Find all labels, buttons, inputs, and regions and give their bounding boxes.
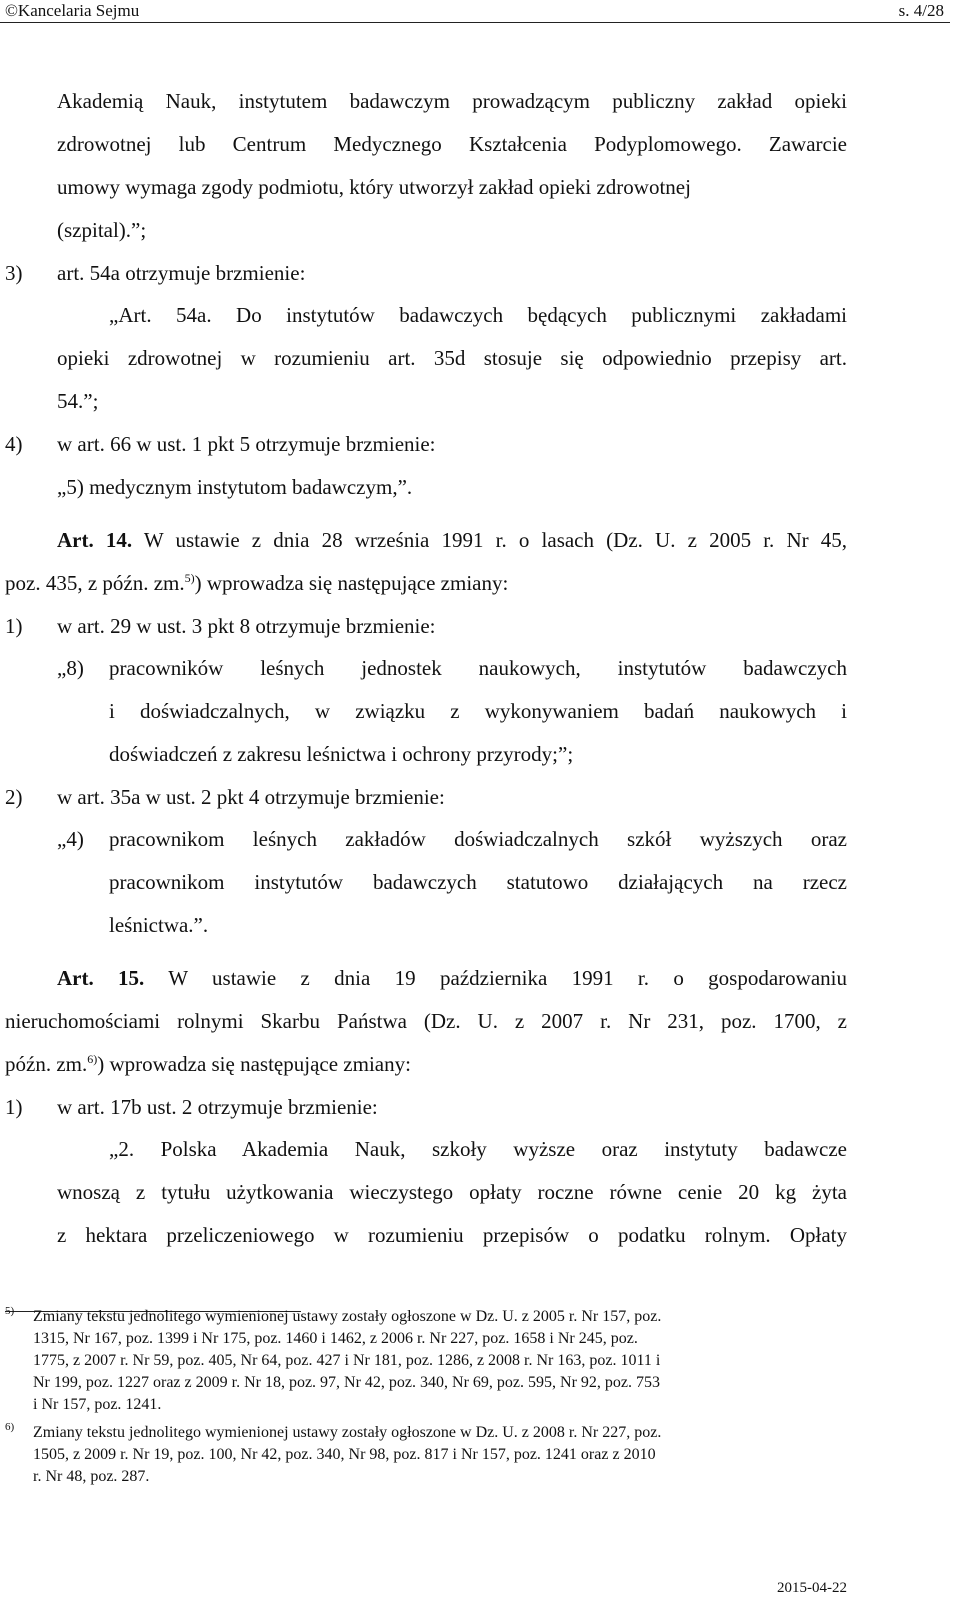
article-14-text: poz. 435, z późn. zm.: [5, 571, 185, 595]
item-number: 4): [5, 432, 23, 456]
item-text: w art. 17b ust. 2 otrzymuje brzmienie:: [57, 1095, 378, 1119]
article-15-line: [57, 963, 847, 993]
quote-line: wnoszą z tytułu użytkowania wieczystego opłaty roczne równe cenie 20 kg żyta: [57, 1180, 847, 1204]
quote-line: doświadczeń z zakresu leśnictwa i ochrony przyrody;”;: [109, 742, 574, 766]
quote-line: 54.”;: [57, 389, 99, 413]
footnote-line: Zmiany tekstu jednolitego wymienionej ustawy zostały ogłoszone w Dz. U. z 2008 r. Nr 227, poz.: [33, 1424, 662, 1441]
item-number: 1): [5, 614, 23, 638]
article-15-text: W ustawie z dnia 19 października 1991 r. o gospodarowaniu: [168, 966, 847, 990]
body-line: zdrowotnej lub Centrum Medycznego Kształcenia Podyplomowego. Zawarcie: [57, 132, 847, 156]
quote-line: pracowników leśnych jednostek naukowych, instytutów badawczych: [109, 656, 847, 680]
quote-line: „Art. 54a. Do instytutów badawczych będących publicznymi zakładami: [109, 303, 847, 327]
footnote-5: [33, 1306, 848, 1416]
article-14-label: Art. 14.: [57, 528, 133, 552]
footnote-line: r. Nr 48, poz. 287.: [33, 1468, 150, 1485]
body-line: Akademią Nauk, instytutem badawczym prowadzącym publiczny zakład opieki: [57, 89, 847, 113]
article-15-line: nieruchomościami rolnymi Skarbu Państwa (Dz. U. z 2007 r. Nr 231, poz. 1700, z: [5, 1009, 847, 1033]
item-number: 3): [5, 261, 23, 285]
body-line: umowy wymaga zgody podmiotu, który utworzył zakład opieki zdrowotnej: [57, 175, 691, 199]
item-text: w art. 29 w ust. 3 pkt 8 otrzymuje brzmienie:: [57, 614, 436, 638]
header-rule: [0, 22, 950, 23]
footnote-line: 1505, z 2009 r. Nr 19, poz. 100, Nr 42, poz. 340, Nr 98, poz. 817 i Nr 157, poz. 1241 oraz z 2010: [33, 1446, 656, 1463]
footnote-6: [33, 1422, 848, 1488]
article-14-line: [5, 568, 508, 601]
quote-line: „2. Polska Akademia Nauk, szkoły wyższe oraz instytuty badawcze: [109, 1137, 847, 1161]
footnote-line: 1315, Nr 167, poz. 1399 i Nr 175, poz. 1460 i 1462, z 2006 r. Nr 227, poz. 1658 i Nr 245, poz.: [33, 1330, 638, 1347]
article-15-label: Art. 15.: [57, 966, 145, 990]
footnote-line: Nr 199, poz. 1227 oraz z 2009 r. Nr 18, poz. 97, Nr 42, poz. 340, Nr 69, poz. 595, Nr 92, poz. 753: [33, 1374, 660, 1391]
footnote-mark: 5): [5, 1305, 15, 1317]
item-text: w art. 66 w ust. 1 pkt 5 otrzymuje brzmienie:: [57, 432, 436, 456]
quote-line: leśnictwa.”.: [109, 913, 209, 937]
footnote-ref[interactable]: 6): [87, 1052, 98, 1066]
footnote-mark: 6): [5, 1421, 15, 1433]
page-number: s. 4/28: [898, 1, 944, 20]
quote-line: opieki zdrowotnej w rozumieniu art. 35d stosuje się odpowiednio przepisy art.: [57, 346, 847, 370]
article-14-text: W ustawie z dnia 28 września 1991 r. o lasach (Dz. U. z 2005 r. Nr 45,: [143, 528, 848, 552]
quote-line: pracownikom instytutów badawczych statutowo działających na rzecz: [109, 870, 847, 894]
item-text: w art. 35a w ust. 2 pkt 4 otrzymuje brzmienie:: [57, 785, 445, 809]
quote-number: „4): [57, 827, 84, 851]
article-15-text: ) wprowadza się następujące zmiany:: [97, 1052, 411, 1076]
article-14-text: ) wprowadza się następujące zmiany:: [194, 571, 509, 595]
quote-line: z hektara przeliczeniowego w rozumieniu przepisów o podatku rolnym. Opłaty: [57, 1223, 847, 1247]
footnote-line: Zmiany tekstu jednolitego wymienionej ustawy zostały ogłoszone w Dz. U. z 2005 r. Nr 157, poz.: [33, 1308, 662, 1325]
article-15-text: późn. zm.: [5, 1052, 88, 1076]
body-line: (szpital).”;: [57, 218, 147, 242]
quote-number: „8): [57, 656, 84, 680]
item-number: 2): [5, 785, 23, 809]
item-text: art. 54a otrzymuje brzmienie:: [57, 261, 306, 285]
article-14-line: [57, 525, 847, 555]
article-15-line: [5, 1049, 411, 1082]
item-number: 1): [5, 1095, 23, 1119]
footnote-line: 1775, z 2007 r. Nr 59, poz. 405, Nr 64, poz. 427 i Nr 181, poz. 1286, z 2008 r. Nr 163, poz. 1011 i: [33, 1352, 661, 1369]
document-date: 2015-04-22: [777, 1580, 847, 1596]
footnote-line: i Nr 157, poz. 1241.: [33, 1396, 162, 1413]
header-source: ©Kancelaria Sejmu: [5, 1, 140, 20]
quote-line: i doświadczalnych, w związku z wykonywaniem badań naukowych i: [109, 699, 847, 723]
footnote-ref[interactable]: 5): [184, 571, 195, 585]
quote-line: „5) medycznym instytutom badawczym,”.: [57, 475, 413, 499]
quote-line: pracownikom leśnych zakładów doświadczalnych szkół wyższych oraz: [109, 827, 847, 851]
